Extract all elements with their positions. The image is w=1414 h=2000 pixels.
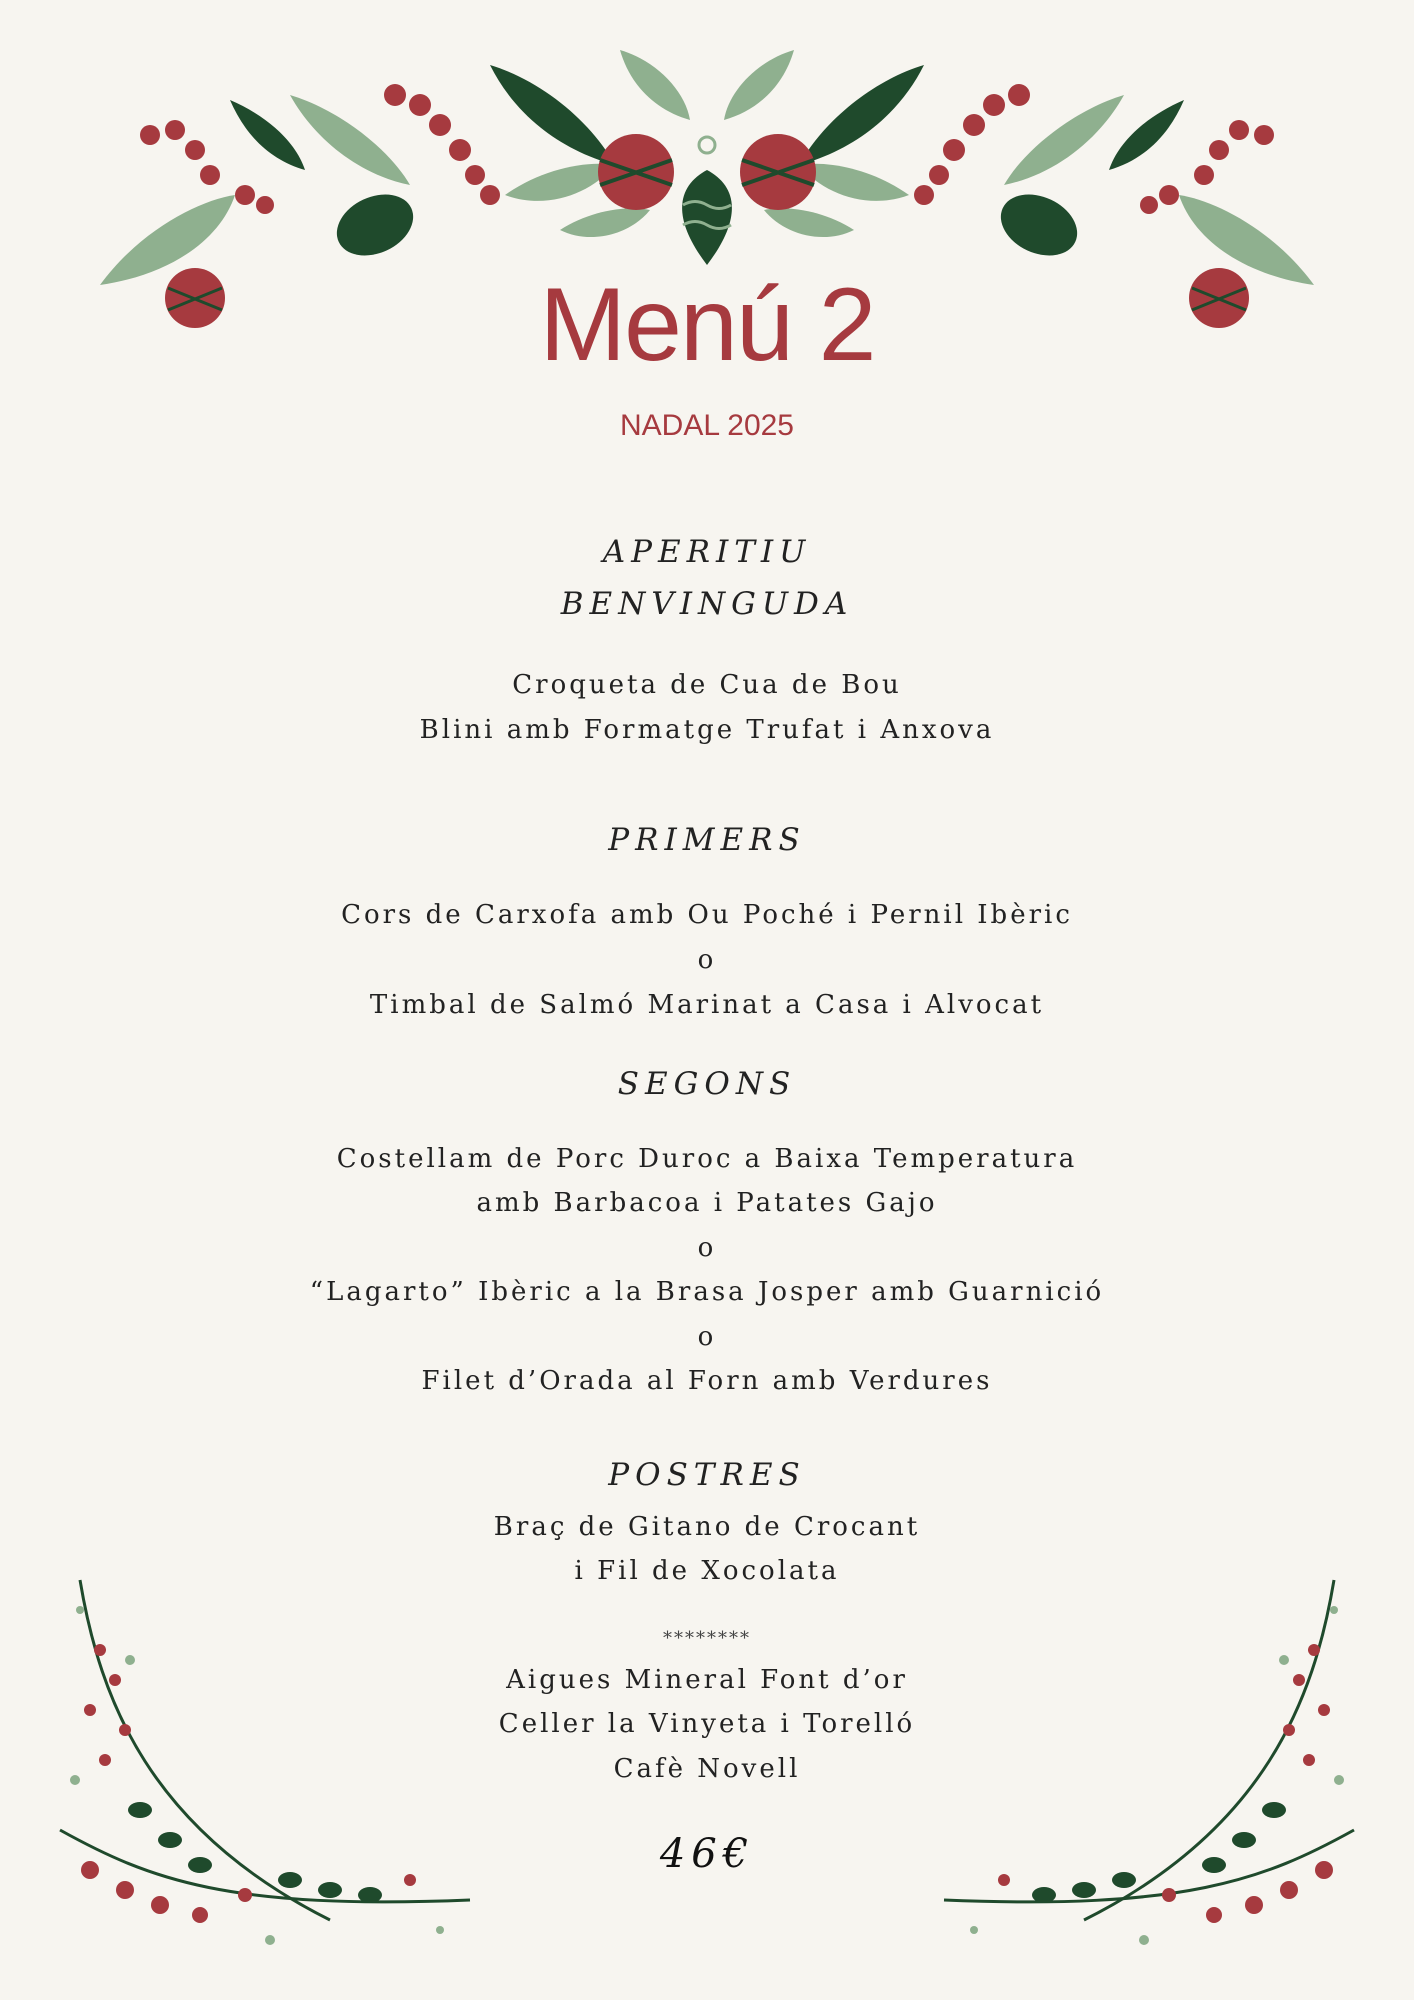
section-heading-postres: POSTRES: [608, 1457, 806, 1493]
menu-price: 46€: [659, 1831, 755, 1877]
dish-item: i Fil de Xocolata: [574, 1556, 840, 1586]
drink-item: Cafè Novell: [613, 1754, 801, 1784]
dish-item: amb Barbacoa i Patates Gajo: [476, 1188, 938, 1218]
dish-item: Timbal de Salmó Marinat a Casa i Alvocat: [369, 990, 1045, 1020]
drink-item: Aigues Mineral Font d’or: [506, 1665, 908, 1695]
section-heading-benvinguda: BENVINGUDA: [560, 586, 854, 622]
dish-item: Croqueta de Cua de Bou: [512, 670, 902, 700]
menu-subtitle: NADAL 2025: [620, 409, 794, 442]
dish-item: “Lagarto” Ibèric a la Brasa Josper amb Guarnició: [309, 1277, 1105, 1307]
drink-item: Celler la Vinyeta i Torelló: [498, 1709, 916, 1739]
dish-item: Cors de Carxofa amb Ou Poché i Pernil Ibèric: [341, 900, 1073, 930]
menu-title: Menú 2: [539, 267, 875, 383]
dish-item: Blini amb Formatge Trufat i Anxova: [419, 715, 995, 745]
dish-item: Filet d’Orada al Forn amb Verdures: [421, 1366, 993, 1396]
section-heading-primers: PRIMERS: [608, 822, 806, 858]
section-heading-segons: SEGONS: [617, 1066, 797, 1102]
dish-or: o: [697, 1233, 717, 1263]
dish-item: Costellam de Porc Duroc a Baixa Temperatura: [336, 1144, 1078, 1174]
dish-or: o: [697, 945, 717, 975]
dish-or: o: [697, 1322, 717, 1352]
separator: ********: [663, 1628, 751, 1649]
section-heading-aperitiu: APERITIU: [602, 534, 812, 570]
dish-item: Braç de Gitano de Crocant: [493, 1512, 921, 1542]
